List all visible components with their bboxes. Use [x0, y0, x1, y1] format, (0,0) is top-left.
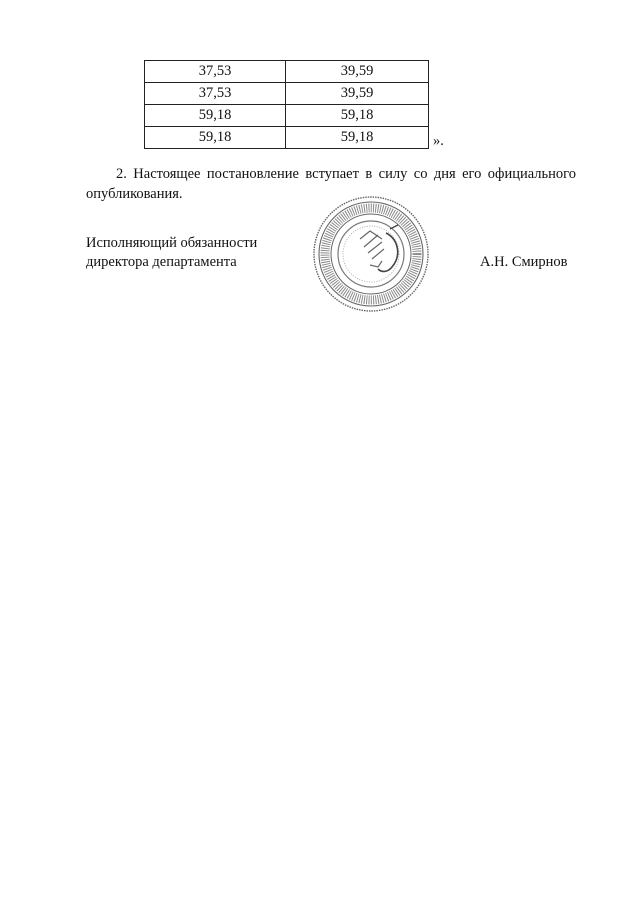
- paragraph-2: 2. Настоящее постановление вступает в силу со дня его официального опубликования.: [86, 166, 576, 202]
- table-cell: 37,53: [145, 83, 286, 105]
- table-row: [145, 83, 429, 105]
- table-cell: 59,18: [286, 105, 429, 127]
- table-cell: 39,59: [286, 83, 429, 105]
- table-row: [145, 127, 429, 149]
- signatory-position: [86, 234, 257, 272]
- table-row: [145, 61, 429, 83]
- table-cell: 59,18: [286, 127, 429, 149]
- table-cell: 39,59: [286, 61, 429, 83]
- table-cell: 59,18: [145, 127, 286, 149]
- position-line-1: Исполняющий обязанности: [86, 235, 258, 251]
- signatory-name: А.Н. Смирнов: [480, 254, 568, 270]
- closing-quote-mark: ».: [433, 133, 444, 149]
- rates-table: [144, 60, 429, 149]
- seal-stamp-icon: [312, 195, 430, 313]
- table-row: [145, 105, 429, 127]
- position-line-2: директора департамента: [86, 254, 237, 270]
- table-cell: 59,18: [145, 105, 286, 127]
- table-cell: 37,53: [145, 61, 286, 83]
